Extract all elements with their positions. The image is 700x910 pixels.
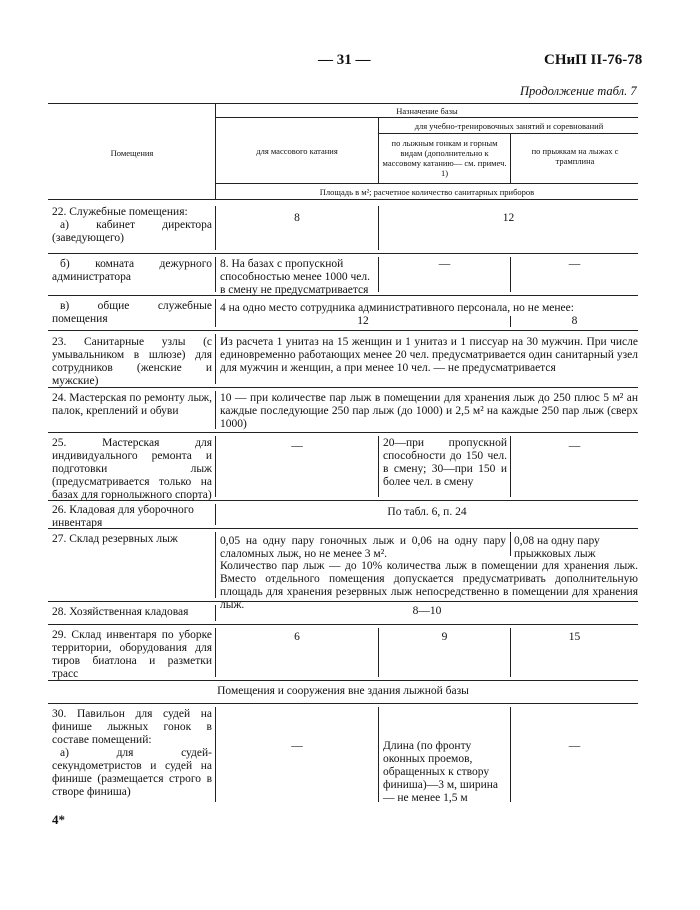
signature-mark: 4* — [52, 812, 65, 827]
row22a-mass: 8 — [294, 212, 300, 224]
row25-racing: 20—при пропускной способности до 150 чел. в смену; 30—при 150 и более чел. в смену — [383, 437, 507, 488]
row26-text: По табл. 6, п. 24 — [387, 506, 467, 518]
row29-mass: 6 — [294, 631, 300, 643]
rule-training — [378, 133, 638, 134]
row24-text: 10 — при количестве пар лыж в помещении для хранения лыж до 250 плюс 5 м² ан каждые последующие 250 пар лыж (до 1000) и 2,5 м² на каждые 250 пар лыж (сверх 1000) — [220, 392, 638, 430]
vline-header-1 — [215, 103, 216, 199]
row22a-label: а) кабинет директора (заведующего) — [52, 219, 212, 244]
rule-r25 — [48, 432, 638, 433]
vline-r27-2 — [510, 532, 511, 556]
vline-header-3 — [510, 133, 511, 183]
row29-racing: 9 — [441, 631, 448, 643]
row25-label: 25. Мастерская для индивидуального ремонта и подготовки лыж (предусматривается только на базах для горнолыжного спорта) — [52, 437, 212, 501]
rule-area-top — [215, 183, 638, 184]
document-code: СНиП II-76-78 — [544, 52, 643, 68]
row30-mass: — — [291, 740, 303, 752]
col-racing-header: по лыжным гонкам и горным видам (дополнительно к массовому катанию— см. примеч. 1) — [382, 138, 507, 178]
row27-text1: 0,05 на одну пару гоночных лыж и 0,06 на одну пару слаломных лыж, но не менее 3 м². — [220, 535, 506, 560]
row23-text: Из расчета 1 унитаз на 15 женщин и 1 унитаз и 1 писсуар на 30 мужчин. При числе единовременно работающих менее 20 чел. предусматривается один санитарный узел для мужчин и женщин, а при менее 10 чел. — не предусматривается — [220, 336, 638, 374]
row23-label: 23. Санитарные узлы (с умывальником в шлюзе) для сотрудников (женские и мужские) — [52, 336, 212, 387]
row22c-val1: 12 — [357, 315, 369, 327]
row27-label: 27. Склад резервных лыж — [52, 533, 178, 545]
vline-r24 — [215, 391, 216, 429]
row22c-label: в) общие служебные помещения — [52, 300, 212, 325]
row30a-label: а) для судей-секундометристов и судей на финише (размещается строго в створе финиша) — [52, 747, 212, 798]
row27-text2: Количество пар лыж — до 10% количества лыж в помещении для хранения лыж. Вместо отдельного помещения допускается предусматривать дополнительную площадь для хранения резервных лыж непосредственно в помещении для хранения лыж. — [220, 560, 638, 611]
row22b-jumping: — — [568, 258, 581, 270]
row22c-text: 4 на одно место сотрудника административного персонала, но не менее: — [220, 302, 574, 314]
vline-r23 — [215, 334, 216, 384]
rule-top — [48, 103, 638, 104]
row22c-val2: 8 — [571, 315, 578, 327]
vline-r27 — [215, 532, 216, 598]
row22-label: 22. Служебные помещения: — [52, 206, 188, 218]
area-header: Площадь в м²; расчетное количество санитарных приборов — [319, 187, 535, 197]
row28-label: 28. Хозяйственная кладовая — [52, 606, 189, 618]
row27-text1-jumping: 0,08 на одну пару прыжковых лыж — [514, 535, 600, 560]
section-outside: Помещения и сооружения вне здания лыжной базы — [217, 685, 469, 697]
vline-r22b — [215, 257, 216, 292]
row24-label: 24. Мастерская по ремонту лыж, палок, креплений и обуви — [52, 392, 212, 417]
row29-jumping: 15 — [568, 631, 581, 643]
rule-r30 — [48, 703, 638, 704]
rule-r29 — [48, 624, 638, 625]
row22b-label: б) комната дежурного администратора — [52, 258, 212, 283]
rule-purpose — [215, 117, 638, 118]
row30-label: 30. Павильон для судей на финише лыжных гонок в составе помещений: — [52, 708, 212, 746]
vline-header-2 — [378, 117, 379, 183]
table-continuation: Продолжение табл. 7 — [520, 84, 637, 98]
row22a-other: 12 — [502, 212, 515, 224]
row25-jumping: — — [568, 440, 581, 452]
col-jumping-header: по прыжкам на лыжах с трамплина — [531, 146, 619, 166]
rule-r23 — [48, 330, 638, 331]
row28-text: 8—10 — [412, 605, 442, 617]
col-purpose-header: Назначение базы — [396, 106, 458, 116]
row30-jumping: — — [568, 740, 581, 752]
rule-r22b — [48, 253, 638, 254]
row22b-racing: — — [438, 258, 451, 270]
col-rooms-header: Помещения — [110, 148, 154, 158]
vline-r30 — [215, 707, 216, 802]
col-training-header: для учебно-тренировочных занятий и соревнований — [414, 121, 604, 131]
vline-r25-2 — [378, 436, 379, 497]
rule-header-bottom — [48, 199, 638, 200]
row29-label: 29. Склад инвентаря по уборке территории, оборудования для тиров биатлона и разметки трасс — [52, 629, 212, 680]
row22b-mass: 8. На базах с пропускной способностью менее 1000 чел. в смену не предусматривается — [220, 258, 371, 296]
row25-mass: — — [291, 440, 303, 452]
row30-racing: Длина (по фронту оконных проемов, обращенных к створу финиша)—3 м, ширина — не менее 1,5 м — [383, 740, 499, 804]
col-mass-header: для массового катания — [256, 146, 338, 156]
row26-label: 26. Кладовая для уборочного инвентаря — [52, 504, 194, 529]
vline-r30-3 — [510, 707, 511, 802]
page-number: — 31 — — [318, 52, 371, 68]
vline-r30-2 — [378, 707, 379, 802]
